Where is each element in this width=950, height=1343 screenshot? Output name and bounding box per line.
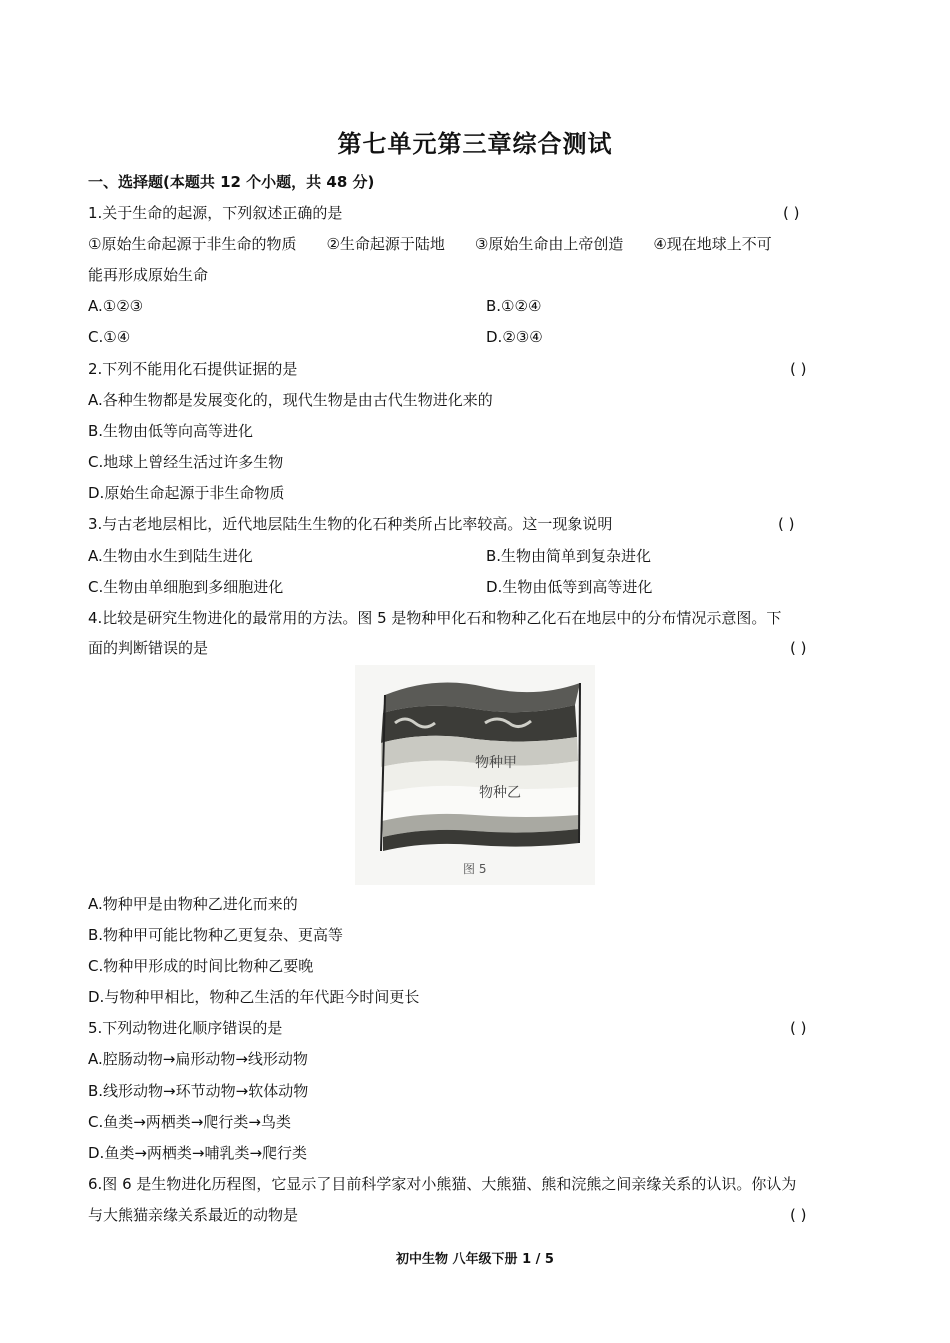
q6-stem: 6.图 6 是生物进化历程图，它显示了目前科学家对小熊猫、大熊猫、熊和浣熊之间亲缘关系的认识。你认为 [88, 1175, 797, 1193]
q3-option-a: A.生物由水生到陆生进化 [88, 547, 253, 565]
q1-stem: 1.关于生命的起源，下列叙述正确的是 [88, 204, 343, 222]
q2-option-c: C.地球上曾经生活过许多生物 [88, 453, 284, 471]
q4-stem: 4.比较是研究生物进化的最常用的方法。图 5 是物种甲化石和物种乙化石在地层中的分布情况示意图。下 [88, 609, 782, 627]
page-footer: 初中生物 八年级下册 1 / 5 [396, 1252, 554, 1267]
label-species-b: 物种乙 [479, 785, 521, 801]
q3-option-d: D.生物由低等到高等进化 [486, 578, 653, 596]
q2-option-a: A.各种生物都是发展变化的，现代生物是由古代生物进化来的 [88, 391, 493, 409]
q1-option-a: A.①②③ [88, 297, 144, 315]
q6-stem-cont: 与大熊猫亲缘关系最近的动物是 [88, 1206, 299, 1224]
q3-option-b: B.生物由简单到复杂进化 [486, 547, 652, 565]
q5-option-d: D.鱼类→两栖类→哺乳类→爬行类 [88, 1144, 308, 1162]
q1-option-d: D.②③④ [486, 328, 543, 346]
section-heading: 一、选择题(本题共 12 个小题，共 48 分) [88, 173, 375, 191]
q5-stem: 5.下列动物进化顺序错误的是 [88, 1019, 283, 1037]
page-title: 第七单元第三章综合测试 [337, 130, 613, 158]
figure-caption: 图 5 [463, 862, 487, 876]
q2-option-b: B.生物由低等向高等进化 [88, 422, 254, 440]
q1-answer-bracket: ( ) [783, 204, 800, 222]
figure-5-strata [355, 665, 595, 885]
q2-stem: 2.下列不能用化石提供证据的是 [88, 360, 298, 378]
q1-statements-cont: 能再形成原始生命 [88, 266, 209, 284]
strata-diagram [355, 665, 595, 885]
q1-option-c: C.①④ [88, 328, 131, 346]
q4-answer-bracket: ( ) [790, 639, 807, 657]
q4-option-c: C.物种甲形成的时间比物种乙要晚 [88, 957, 314, 975]
q1-statements: ①原始生命起源于非生命的物质 ②生命起源于陆地 ③原始生命由上帝创造 ④现在地球上不可 [88, 235, 772, 253]
q2-answer-bracket: ( ) [790, 360, 807, 378]
q5-option-a: A.腔肠动物→扁形动物→线形动物 [88, 1050, 308, 1068]
q4-option-d: D.与物种甲相比，物种乙生活的年代距今时间更长 [88, 988, 420, 1006]
q5-option-b: B.线形动物→环节动物→软体动物 [88, 1082, 309, 1100]
q3-stem: 3.与古老地层相比，近代地层陆生生物的化石种类所占比率较高。这一现象说明 [88, 515, 613, 533]
q4-option-a: A.物种甲是由物种乙进化而来的 [88, 895, 298, 913]
q3-answer-bracket: ( ) [778, 515, 795, 533]
block-edge-right [579, 683, 580, 843]
q1-option-b: B.①②④ [486, 297, 542, 315]
q5-answer-bracket: ( ) [790, 1019, 807, 1037]
q4-option-b: B.物种甲可能比物种乙更复杂、更高等 [88, 926, 344, 944]
q5-option-c: C.鱼类→两栖类→爬行类→鸟类 [88, 1113, 291, 1131]
q2-option-d: D.原始生命起源于非生命物质 [88, 484, 285, 502]
q4-stem-cont: 面的判断错误的是 [88, 639, 209, 657]
label-species-a: 物种甲 [475, 755, 517, 771]
q3-option-c: C.生物由单细胞到多细胞进化 [88, 578, 284, 596]
q6-answer-bracket: ( ) [790, 1206, 807, 1224]
